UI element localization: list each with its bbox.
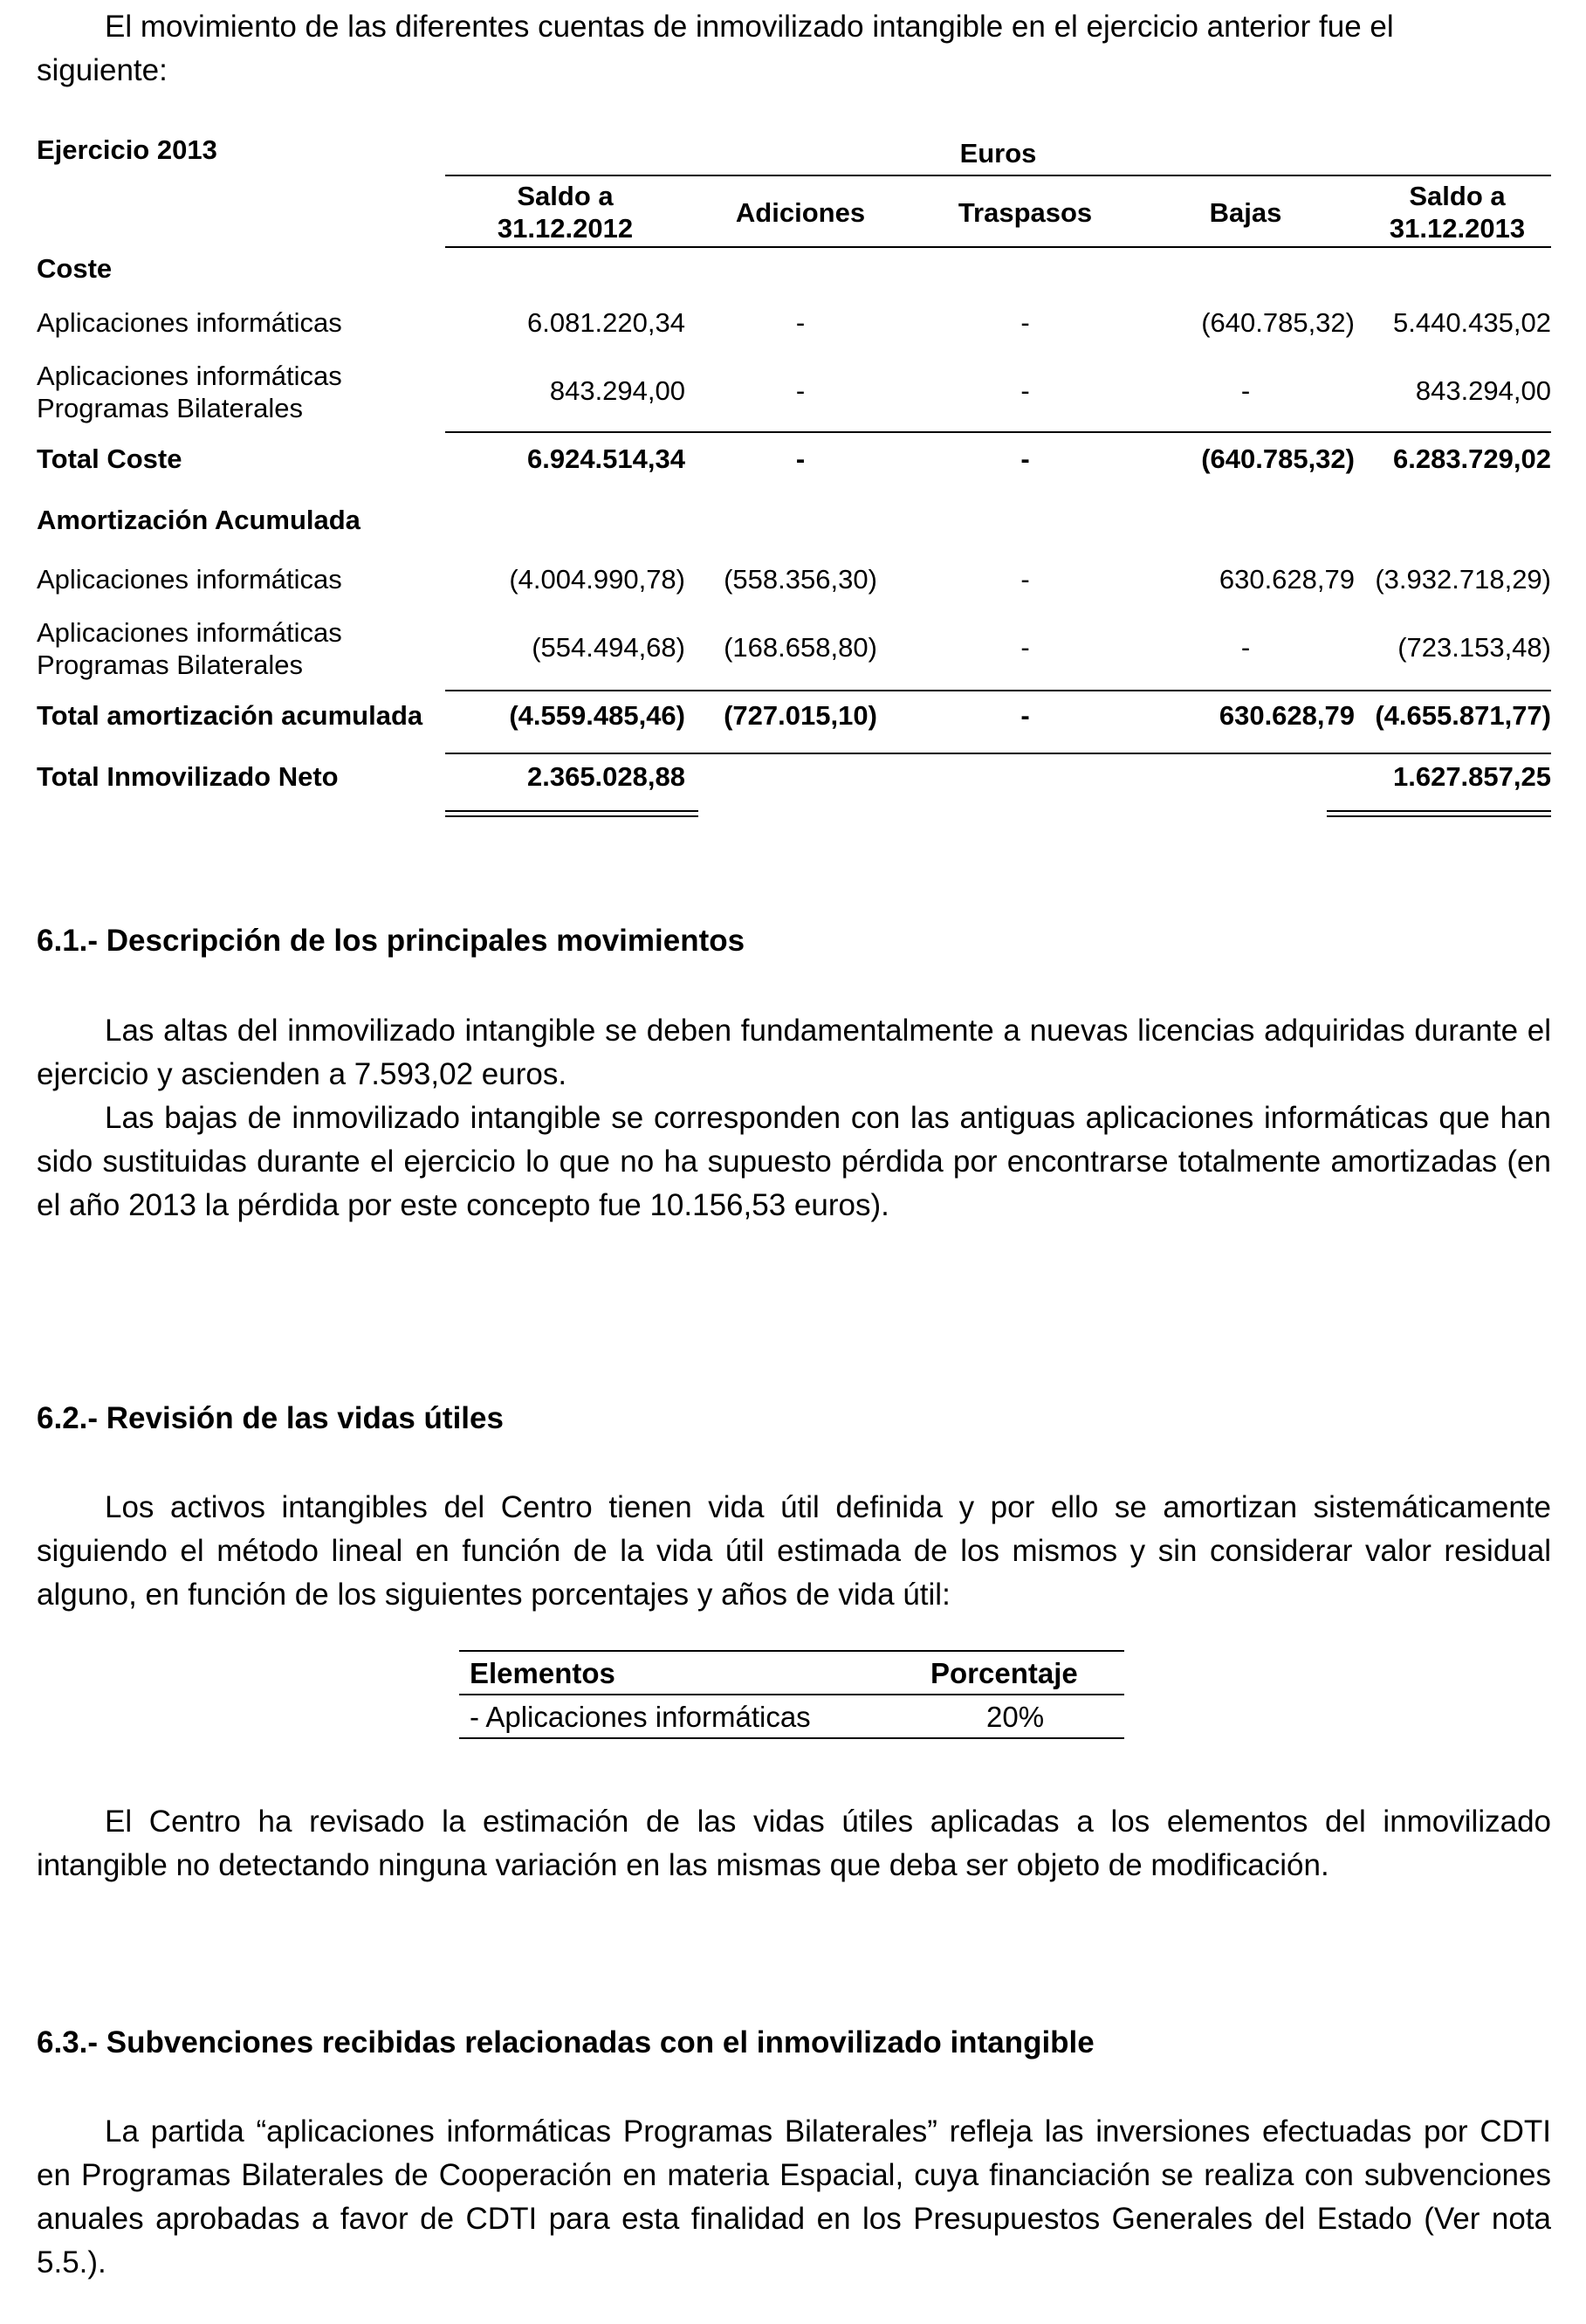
row-label: Aplicaciones informáticas Programas Bilaterales — [37, 361, 342, 423]
row-label: Total Inmovilizado Neto — [37, 761, 339, 792]
saldo-inicial-cell: 6.081.220,34 — [526, 307, 685, 338]
coste-heading-row — [37, 253, 1551, 288]
year-label: Ejercicio 2013 — [37, 134, 217, 165]
saldo-inicial-cell: (4.559.485,46) — [509, 700, 685, 731]
table-header-row — [459, 1650, 1124, 1694]
col-saldo-final: Saldo a 31.12.2013 — [1389, 181, 1526, 244]
subtotal-rule — [445, 690, 1551, 691]
bajas-cell: - — [1240, 632, 1251, 663]
section-6-2-title: 6.2.- Revisión de las vidas útiles — [37, 1401, 504, 1435]
col-traspasos: Traspasos — [958, 197, 1093, 228]
section-6-2-body — [37, 1486, 1551, 1617]
currency-label: Euros — [959, 138, 1037, 168]
row-label: Aplicaciones informáticas — [37, 564, 342, 595]
table-column-headers — [37, 176, 1551, 246]
adiciones-cell: (727.015,10) — [724, 700, 877, 731]
saldo-final-cell: 1.627.857,25 — [1392, 761, 1551, 792]
table-row — [37, 564, 1551, 599]
table-row — [459, 1694, 1124, 1737]
header-bottom-rule — [445, 246, 1551, 248]
section-6-2-conclusion — [37, 1800, 1551, 1887]
col-bajas: Bajas — [1209, 197, 1282, 228]
traspasos-cell: - — [1020, 632, 1030, 663]
table-header-top — [37, 134, 1551, 169]
subtotal-rule — [445, 431, 1551, 433]
adiciones-cell: - — [795, 307, 806, 338]
row-label: Aplicaciones informáticas Programas Bilaterales — [37, 617, 342, 680]
traspasos-cell: - — [1020, 443, 1030, 474]
paragraph: Las altas del inmovilizado intangible se deben fundamentalmente a nuevas licencias adquiridas durante el ejercicio y ascienden a 7.593,02 euros. — [37, 1014, 1551, 1091]
table-row — [37, 360, 1551, 426]
row-label: Total Coste — [37, 443, 182, 474]
adiciones-cell: - — [795, 375, 806, 406]
row-label: Aplicaciones informáticas — [37, 307, 342, 338]
amortizacion-label: Amortización Acumulada — [37, 505, 360, 535]
section-6-3-body — [37, 2110, 1551, 2285]
saldo-inicial-cell: (554.494,68) — [532, 632, 685, 663]
bajas-cell: (640.785,32) — [1201, 307, 1355, 338]
adiciones-cell: (168.658,80) — [724, 632, 877, 663]
saldo-final-cell: 5.440.435,02 — [1392, 307, 1551, 338]
section-6-1-body — [37, 1009, 1551, 1227]
total-neto-row — [37, 761, 1551, 796]
saldo-inicial-cell: (4.004.990,78) — [509, 564, 685, 595]
useful-life-table — [459, 1650, 1124, 1737]
traspasos-cell: - — [1020, 700, 1030, 731]
saldo-final-cell: (723.153,48) — [1397, 632, 1551, 663]
subtotal-rule — [445, 753, 1551, 754]
section-6-1-title: 6.1.- Descripción de los principales movimientos — [37, 924, 745, 958]
paragraph: Las bajas de inmovilizado intangible se corresponden con las antiguas aplicaciones informáticas que han sido sustituidas durante el ejercicio lo que no ha supuesto pérdida por encontrarse totalmente amortizadas (en el año 2013 la pérdida por este concepto fue 10.156,53 euros). — [37, 1101, 1551, 1222]
saldo-final-cell: 843.294,00 — [1415, 375, 1551, 406]
header-porcentaje: Porcentaje — [930, 1657, 1078, 1689]
coste-label: Coste — [37, 253, 113, 284]
saldo-inicial-cell: 2.365.028,88 — [526, 761, 685, 792]
bajas-cell: - — [1240, 375, 1251, 406]
bajas-cell: 630.628,79 — [1219, 700, 1355, 731]
saldo-final-cell: (4.655.871,77) — [1375, 700, 1551, 731]
total-amortizacion-row — [37, 700, 1551, 735]
traspasos-cell: - — [1020, 375, 1030, 406]
traspasos-cell: - — [1020, 564, 1030, 595]
traspasos-cell: - — [1020, 307, 1030, 338]
table-row — [37, 616, 1551, 683]
amortizacion-heading-row — [37, 505, 1551, 540]
row-label: Total amortización acumulada — [37, 700, 423, 731]
section-6-3-title: 6.3.- Subvenciones recibidas relacionadas con el inmovilizado intangible — [37, 2025, 1095, 2059]
paragraph: Los activos intangibles del Centro tienen vida útil definida y por ello se amortizan sistemáticamente siguiendo el método lineal en función de la vida útil estimada de los mismos y sin considerar valor residual alguno, en función de los siguientes porcentajes y años de vida útil: — [37, 1490, 1551, 1612]
col-saldo-inicial: Saldo a 31.12.2012 — [497, 181, 634, 244]
table-bottom-rule — [459, 1737, 1124, 1739]
row-porcentaje: 20% — [986, 1701, 1045, 1733]
bajas-cell: 630.628,79 — [1219, 564, 1355, 595]
double-underline — [445, 810, 698, 817]
total-coste-row — [37, 443, 1551, 478]
adiciones-cell: - — [795, 443, 806, 474]
paragraph: La partida “aplicaciones informáticas Programas Bilaterales” refleja las inversiones efectuadas por CDTI en Programas Bilaterales de Cooperación en materia Espacial, cuya financiación se realiza con subvenciones anuales aprobadas a favor de CDTI para esta finalidad en los Presupuestos Generales del Estado (Ver nota 5.5.). — [37, 2114, 1551, 2279]
saldo-inicial-cell: 6.924.514,34 — [526, 443, 685, 474]
intro-paragraph: El movimiento de las diferentes cuentas de inmovilizado intangible en el ejercicio anterior fue el siguiente: — [37, 10, 1394, 87]
bajas-cell: (640.785,32) — [1201, 443, 1355, 474]
saldo-final-cell: 6.283.729,02 — [1392, 443, 1551, 474]
row-elemento: - Aplicaciones informáticas — [470, 1701, 811, 1733]
saldo-final-cell: (3.932.718,29) — [1375, 564, 1551, 595]
paragraph: El Centro ha revisado la estimación de las vidas útiles aplicadas a los elementos del inmovilizado intangible no detectando ninguna variación en las mismas que deba ser objeto de modificación. — [37, 1805, 1551, 1882]
header-elementos: Elementos — [470, 1657, 615, 1689]
saldo-inicial-cell: 843.294,00 — [549, 375, 685, 406]
table-row — [37, 307, 1551, 342]
col-adiciones: Adiciones — [735, 197, 866, 228]
double-underline — [1327, 810, 1551, 817]
adiciones-cell: (558.356,30) — [724, 564, 877, 595]
